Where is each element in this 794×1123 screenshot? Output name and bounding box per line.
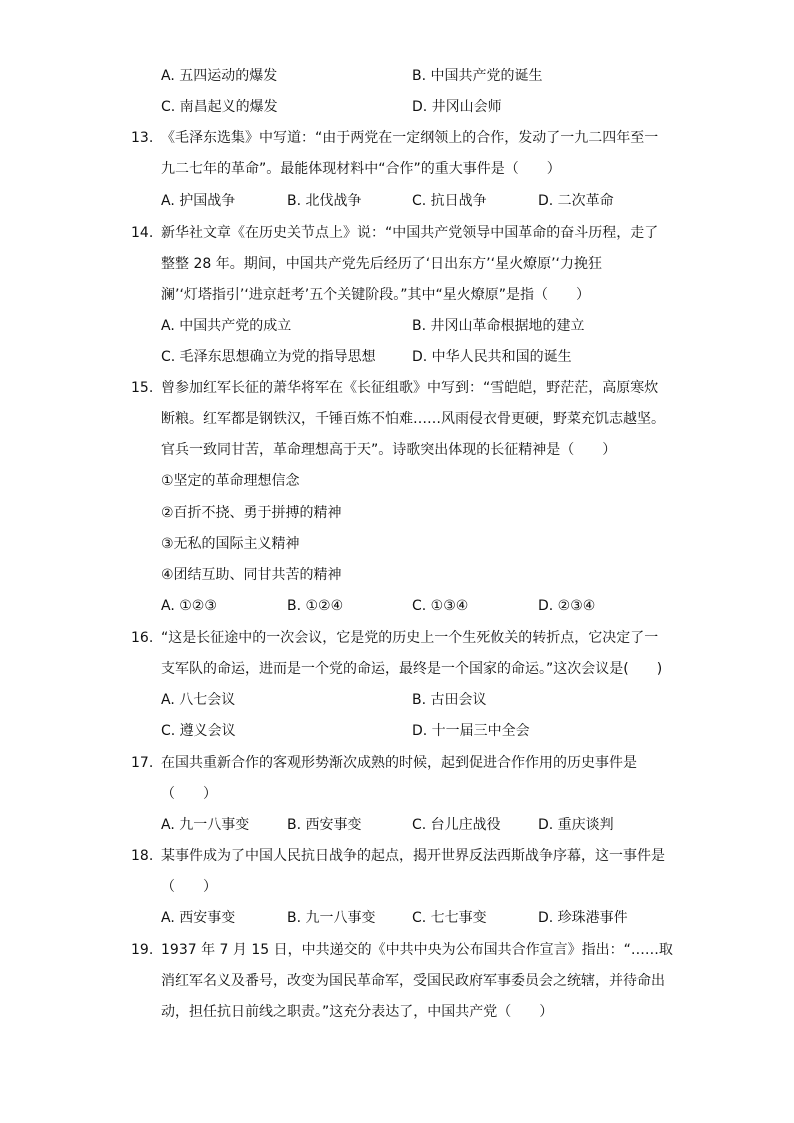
q18-number: 18. (131, 848, 154, 864)
q16-stem-line-1: “这是长征途中的一次会议，它是党的历史上一个生死攸关的转折点，它决定了一 (161, 630, 659, 646)
q13-option-b: B. 北伐战争 (287, 193, 362, 209)
q13-option-d: D. 二次革命 (538, 193, 614, 209)
q17-stem-line-1: 在国共重新合作的客观形势渐次成熟的时候，起到促进合作作用的历史事件是 (161, 755, 637, 771)
q17-option-d: D. 重庆谈判 (538, 817, 614, 833)
q15-stem-line-1: 曾参加红军长征的萧华将军在《长征组歌》中写到：“雪皑皑，野茫茫，高原寒炊 (161, 380, 659, 396)
q16-stem-line-2: 支军队的命运，进而是一个党的命运，最终是一个国家的命运。”这次会议是( ) (161, 661, 663, 677)
q15-item-4: ④团结互助、同甘共苦的精神 (161, 567, 342, 583)
q19-number: 19. (131, 942, 154, 958)
q14-stem-line-3: 澜’‘灯塔指引’‘进京赶考’五个关键阶段。”其中“星火燎原”是指（ ） (161, 287, 591, 303)
q14-stem-line-2: 整整 28 年。期间，中国共产党先后经历了‘日出东方’‘星火燎原’‘力挽狂 (161, 256, 602, 272)
q15-stem-line-2: 断粮。红军都是钢铁汉，千锤百炼不怕难……风雨侵衣骨更硬，野菜充饥志越坚。 (161, 411, 665, 427)
q14-stem-line-1: 新华社文章《在历史关节点上》说：“中国共产党领导中国革命的奋斗历程，走了 (161, 225, 659, 241)
q16-option-d: D. 十一届三中全会 (412, 723, 530, 739)
q18-option-c: C. 七七事变 (412, 910, 487, 926)
q19-stem-line-3: 动，担任抗日前线之职责。”这充分表达了，中国共产党（ ） (161, 1004, 554, 1020)
q18-stem-line-1: 某事件成为了中国人民抗日战争的起点，揭开世界反法西斯战争序幕，这一事件是 (161, 848, 665, 864)
q14-number: 14. (131, 225, 154, 241)
q16-option-b: B. 古田会议 (412, 692, 487, 708)
q15-item-3: ③无私的国际主义精神 (161, 536, 300, 552)
q16-option-a: A. 八七会议 (161, 692, 236, 708)
q17-option-c: C. 台儿庄战役 (412, 817, 501, 833)
q15-stem-line-3: 官兵一致同甘苦，革命理想高于天”。诗歌突出体现的长征精神是（ ） (161, 442, 617, 458)
q17-option-b: B. 西安事变 (287, 817, 362, 833)
q12-option-d: D. 井冈山会师 (412, 99, 502, 115)
q16-option-c: C. 遵义会议 (161, 723, 236, 739)
q14-option-d: D. 中华人民共和国的诞生 (412, 349, 572, 365)
q15-number: 15. (131, 380, 154, 396)
q16-number: 16. (131, 630, 154, 646)
q17-option-a: A. 九一八事变 (161, 817, 250, 833)
q14-option-b: B. 井冈山革命根据地的建立 (412, 318, 585, 334)
q18-stem-line-2: （ ） (161, 879, 217, 895)
q19-stem-line-2: 消红军名义及番号，改变为国民革命军，受国民政府军事委员会之统辖，并待命出 (161, 973, 665, 989)
q13-option-a: A. 护国战争 (161, 193, 236, 209)
q14-option-a: A. 中国共产党的成立 (161, 318, 292, 334)
q15-item-1: ①坚定的革命理想信念 (161, 473, 300, 489)
q13-number: 13. (131, 130, 154, 146)
q15-option-c: C. ①③④ (412, 598, 469, 614)
q15-option-d: D. ②③④ (538, 598, 596, 614)
q12-option-b: B. 中国共产党的诞生 (412, 68, 543, 84)
q18-option-a: A. 西安事变 (161, 910, 236, 926)
q15-item-2: ②百折不挠、勇于拼搏的精神 (161, 505, 342, 521)
q17-stem-line-2: （ ） (161, 786, 217, 802)
q18-option-d: D. 珍珠港事件 (538, 910, 628, 926)
q13-option-c: C. 抗日战争 (412, 193, 487, 209)
q13-stem-line-2: 九二七年的革命”。最能体现材料中“合作”的重大事件是（ ） (161, 161, 561, 177)
q13-stem-line-1: 《毛泽东选集》中写道：“由于两党在一定纲领上的合作，发动了一九二四年至一 (161, 130, 659, 146)
q19-stem-line-1: 1937 年 7 月 15 日，中共递交的《中共中央为公布国共合作宣言》指出：“……取 (161, 942, 673, 958)
q15-option-a: A. ①②③ (161, 598, 217, 614)
q14-option-c: C. 毛泽东思想确立为党的指导思想 (161, 349, 376, 365)
q15-option-b: B. ①②④ (287, 598, 344, 614)
q17-number: 17. (131, 755, 154, 771)
q12-option-a: A. 五四运动的爆发 (161, 68, 278, 84)
q12-option-c: C. 南昌起义的爆发 (161, 99, 278, 115)
q18-option-b: B. 九一八事变 (287, 910, 376, 926)
